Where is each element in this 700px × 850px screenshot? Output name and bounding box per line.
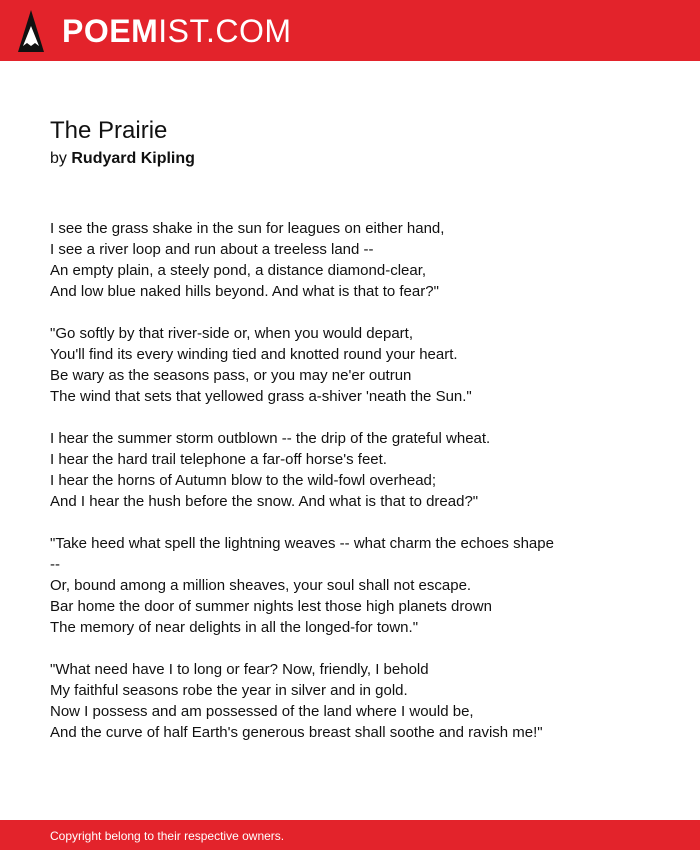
stanza: [50, 323, 610, 407]
pencil-tip-icon[interactable]: [18, 10, 44, 52]
poem-line: The memory of near delights in all the longed-for town.": [50, 619, 419, 636]
poem-title: The Prairie: [50, 117, 168, 144]
poem-line: "What need have I to long or fear? Now, friendly, I behold: [50, 661, 429, 678]
poem-line: I see a river loop and run about a treeless land --: [50, 241, 374, 258]
poem-line: --: [50, 556, 60, 573]
stanza: [50, 428, 610, 512]
site-header: [0, 0, 700, 61]
poem-line: Now I possess and am possessed of the land where I would be,: [50, 703, 474, 720]
site-logo[interactable]: [62, 12, 292, 50]
poem-line: And low blue naked hills beyond. And what is that to fear?": [50, 283, 439, 300]
poem-line: "Take heed what spell the lightning weaves -- what charm the echoes shape: [50, 535, 554, 552]
logo-text-thin: IST.COM: [158, 13, 292, 49]
site-footer: [0, 820, 700, 850]
poem-line: I hear the summer storm outblown -- the drip of the grateful wheat.: [50, 430, 491, 447]
poem-line: "Go softly by that river-side or, when you would depart,: [50, 325, 414, 342]
stanza: [50, 659, 610, 743]
poem-line: I hear the hard trail telephone a far-off horse's feet.: [50, 451, 387, 468]
poem-line: I hear the horns of Autumn blow to the wild-fowl overhead;: [50, 472, 437, 489]
poem-line: Be wary as the seasons pass, or you may ne'er outrun: [50, 367, 412, 384]
copyright-text: Copyright belong to their respective owners.: [50, 829, 285, 843]
logo-text-bold: POEM: [62, 13, 159, 49]
poem-line: And I hear the hush before the snow. And what is that to dread?": [50, 493, 479, 510]
poem-line: An empty plain, a steely pond, a distance diamond-clear,: [50, 262, 427, 279]
poem-body: [50, 218, 610, 764]
poem-line: You'll find its every winding tied and knotted round your heart.: [50, 346, 458, 363]
author-name: Rudyard Kipling: [71, 150, 195, 167]
poem-line: Or, bound among a million sheaves, your soul shall not escape.: [50, 577, 472, 594]
stanza: [50, 218, 610, 302]
by-label: by: [50, 150, 67, 167]
stanza: [50, 533, 610, 638]
poem-line: I see the grass shake in the sun for leagues on either hand,: [50, 220, 445, 237]
byline: [50, 148, 195, 170]
poem-line: And the curve of half Earth's generous breast shall soothe and ravish me!": [50, 724, 543, 741]
poem-line: Bar home the door of summer nights lest those high planets drown: [50, 598, 492, 615]
poem-line: The wind that sets that yellowed grass a-shiver 'neath the Sun.": [50, 388, 472, 405]
poem-line: My faithful seasons robe the year in silver and in gold.: [50, 682, 408, 699]
